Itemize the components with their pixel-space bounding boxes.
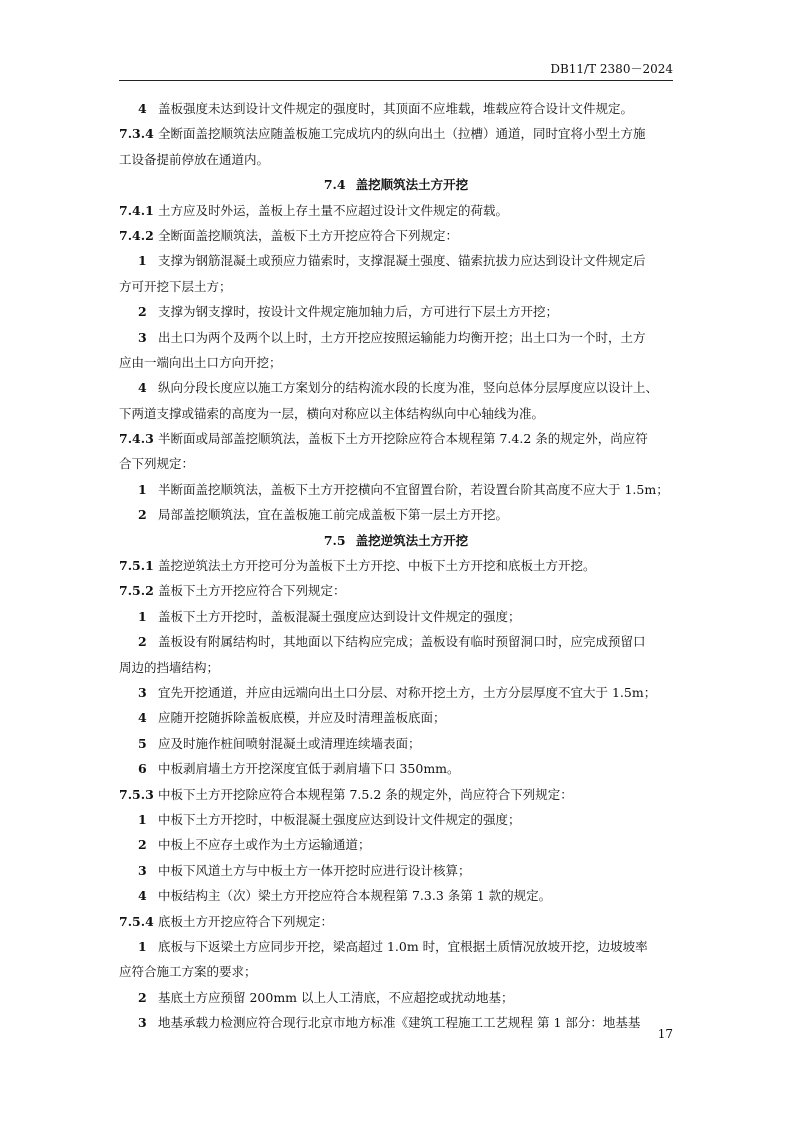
item-number: 1 bbox=[138, 811, 147, 827]
line-text: 全断面盖挖顺筑法，盖板下土方开挖应符合下列规定： bbox=[158, 227, 459, 243]
header-rule bbox=[119, 80, 673, 81]
list-item bbox=[119, 858, 673, 883]
line-text: 应及时施作桩间喷射混凝土或清理连续墙表面； bbox=[158, 735, 421, 751]
clause-line bbox=[119, 223, 673, 248]
list-item bbox=[119, 604, 673, 629]
clause-line bbox=[119, 782, 673, 807]
line-text: 盖板下土方开挖时，盖板混凝土强度应达到设计文件规定的强度； bbox=[158, 608, 521, 624]
list-item bbox=[119, 477, 673, 502]
line-text: 宜先开挖通道，并应由远端向出土口分层、对称开挖土方，土方分层厚度不宜大于 1.5m； bbox=[158, 684, 657, 700]
line-text: 合下列规定： bbox=[119, 456, 195, 472]
line-text: 周边的挡墙结构； bbox=[119, 659, 220, 675]
list-item bbox=[119, 680, 673, 705]
item-number: 5 bbox=[138, 735, 147, 751]
item-number: 1 bbox=[138, 253, 147, 269]
page-body bbox=[119, 96, 673, 1035]
clause-number: 7.4.2 bbox=[119, 227, 154, 243]
document-code-header: DB11/T 2380－2024 bbox=[550, 62, 673, 76]
section-title: 盖挖顺筑法土方开挖 bbox=[355, 177, 469, 193]
line-text: 中板上不应存土或作为土方运输通道； bbox=[158, 837, 371, 853]
line-text: 支撑为钢支撑时，按设计文件规定施加轴力后，方可进行下层土方开挖； bbox=[158, 304, 559, 320]
item-number: 3 bbox=[138, 862, 147, 878]
list-item bbox=[119, 807, 673, 832]
list-item bbox=[119, 756, 673, 781]
clause-line bbox=[119, 426, 673, 451]
item-number: 3 bbox=[138, 329, 147, 345]
line-text: 盖板下土方开挖应符合下列规定： bbox=[158, 583, 346, 599]
continuation-line bbox=[119, 959, 673, 984]
line-text: 中板下土方开挖除应符合本规程第 7.5.2 条的规定外，尚应符合下列规定： bbox=[158, 786, 573, 802]
line-text: 中板结构主（次）梁土方开挖应符合本规程第 7.3.3 条第 1 款的规定。 bbox=[158, 888, 552, 904]
section-title: 盖挖逆筑法土方开挖 bbox=[355, 532, 469, 548]
continuation-line bbox=[119, 655, 673, 680]
line-text: 应由一端向出土口方向开挖； bbox=[119, 354, 282, 370]
section-heading bbox=[119, 172, 673, 197]
line-text: 纵向分段长度应以施工方案划分的结构流水段的长度为准，竖向总体分层厚度应以设计上、 bbox=[158, 380, 659, 396]
section-number: 7.4 bbox=[323, 177, 346, 193]
line-text: 中板下风道土方与中板土方一体开挖时应进行设计核算； bbox=[158, 862, 471, 878]
item-number: 4 bbox=[138, 101, 147, 116]
item-number: 3 bbox=[138, 1015, 147, 1031]
list-item bbox=[119, 629, 673, 654]
list-item bbox=[119, 985, 673, 1010]
list-item bbox=[119, 731, 673, 756]
line-text: 出土口为两个及两个以上时，土方开挖应按照运输能力均衡开挖；出土口为一个时，土方 bbox=[158, 329, 646, 345]
item-number: 4 bbox=[138, 710, 147, 726]
clause-line bbox=[119, 909, 673, 934]
list-item bbox=[119, 375, 673, 400]
list-item bbox=[119, 502, 673, 527]
line-text: 方可开挖下层土方； bbox=[119, 278, 232, 294]
item-number: 2 bbox=[138, 634, 147, 650]
item-number: 3 bbox=[138, 684, 147, 700]
clause-number: 7.5.4 bbox=[119, 913, 154, 929]
item-number: 2 bbox=[138, 507, 147, 523]
item-number: 2 bbox=[138, 304, 147, 320]
line-text: 应符合施工方案的要求； bbox=[119, 964, 257, 980]
line-text: 半断面或局部盖挖顺筑法，盖板下土方开挖除应符合本规程第 7.4.2 条的规定外，尚应符 bbox=[158, 431, 648, 447]
line-text: 底板土方开挖应符合下列规定： bbox=[158, 913, 334, 929]
line-text: 土方应及时外运，盖板上存土量不应超过设计文件规定的荷载。 bbox=[158, 202, 509, 218]
clause-line bbox=[119, 198, 673, 223]
continuation-line bbox=[119, 274, 673, 299]
list-item bbox=[119, 299, 673, 324]
line-text: 基底土方应预留 200mm 以上人工清底，不应超挖或扰动地基； bbox=[158, 989, 514, 1005]
list-item bbox=[119, 934, 673, 959]
clause-number: 7.4.1 bbox=[119, 202, 154, 218]
clause-number: 7.3.4 bbox=[119, 126, 154, 142]
clause-line bbox=[119, 121, 673, 146]
clause-line bbox=[119, 553, 673, 578]
item-number: 1 bbox=[138, 938, 147, 954]
item-number: 6 bbox=[138, 761, 147, 777]
clause-number: 7.5.3 bbox=[119, 786, 154, 802]
line-text: 中板下土方开挖时，中板混凝土强度应达到设计文件规定的强度； bbox=[158, 811, 521, 827]
line-text: 半断面盖挖顺筑法，盖板下土方开挖横向不宜留置台阶，若设置台阶其高度不应大于 1.5m； bbox=[158, 481, 669, 497]
item-number: 1 bbox=[138, 608, 147, 624]
line-text: 应随开挖随拆除盖板底模，并应及时清理盖板底面； bbox=[158, 710, 446, 726]
line-text: 底板与下返梁土方应同步开挖，梁高超过 1.0m 时，宜根据土质情况放坡开挖，边坡坡率 bbox=[158, 938, 648, 954]
line-text: 盖板强度未达到设计文件规定的强度时，其顶面不应堆载，堆载应符合设计文件规定。 bbox=[158, 101, 634, 116]
clause-line bbox=[119, 578, 673, 603]
continuation-line bbox=[119, 451, 673, 476]
line-text: 支撑为钢筋混凝土或预应力锚索时，支撑混凝土强度、锚索抗拔力应达到设计文件规定后 bbox=[158, 253, 646, 269]
list-item bbox=[119, 705, 673, 730]
line-text: 工设备提前停放在通道内。 bbox=[119, 151, 270, 167]
line-text: 地基承载力检测应符合现行北京市地方标准《建筑工程施工工艺规程 第 1 部分：地基基 bbox=[158, 1015, 641, 1031]
clause-number: 7.4.3 bbox=[119, 431, 154, 447]
list-item bbox=[119, 96, 673, 121]
item-number: 1 bbox=[138, 481, 147, 497]
list-item bbox=[119, 832, 673, 857]
line-text: 全断面盖挖顺筑法应随盖板施工完成坑内的纵向出土（拉槽）通道，同时宜将小型土方施 bbox=[158, 126, 646, 142]
page-number: 17 bbox=[657, 1027, 673, 1041]
list-item bbox=[119, 1010, 673, 1035]
section-number: 7.5 bbox=[323, 532, 346, 548]
list-item bbox=[119, 883, 673, 908]
continuation-line bbox=[119, 350, 673, 375]
item-number: 4 bbox=[138, 888, 147, 904]
item-number: 2 bbox=[138, 989, 147, 1005]
list-item bbox=[119, 248, 673, 273]
line-text: 局部盖挖顺筑法，宜在盖板施工前完成盖板下第一层土方开挖。 bbox=[158, 507, 509, 523]
list-item bbox=[119, 325, 673, 350]
line-text: 下两道支撑或锚索的高度为一层，横向对称应以主体结构纵向中心轴线为准。 bbox=[119, 405, 545, 421]
item-number: 4 bbox=[138, 380, 147, 396]
clause-number: 7.5.2 bbox=[119, 583, 154, 599]
continuation-line bbox=[119, 147, 673, 172]
section-heading bbox=[119, 528, 673, 553]
line-text: 盖板设有附属结构时，其地面以下结构应完成；盖板设有临时预留洞口时，应完成预留口 bbox=[158, 634, 646, 650]
line-text: 中板剥肩墙土方开挖深度宜低于剥肩墙下口 350mm。 bbox=[158, 761, 460, 777]
line-text: 盖挖逆筑法土方开挖可分为盖板下土方开挖、中板下土方开挖和底板土方开挖。 bbox=[158, 558, 596, 574]
clause-number: 7.5.1 bbox=[119, 558, 154, 574]
continuation-line bbox=[119, 401, 673, 426]
item-number: 2 bbox=[138, 837, 147, 853]
